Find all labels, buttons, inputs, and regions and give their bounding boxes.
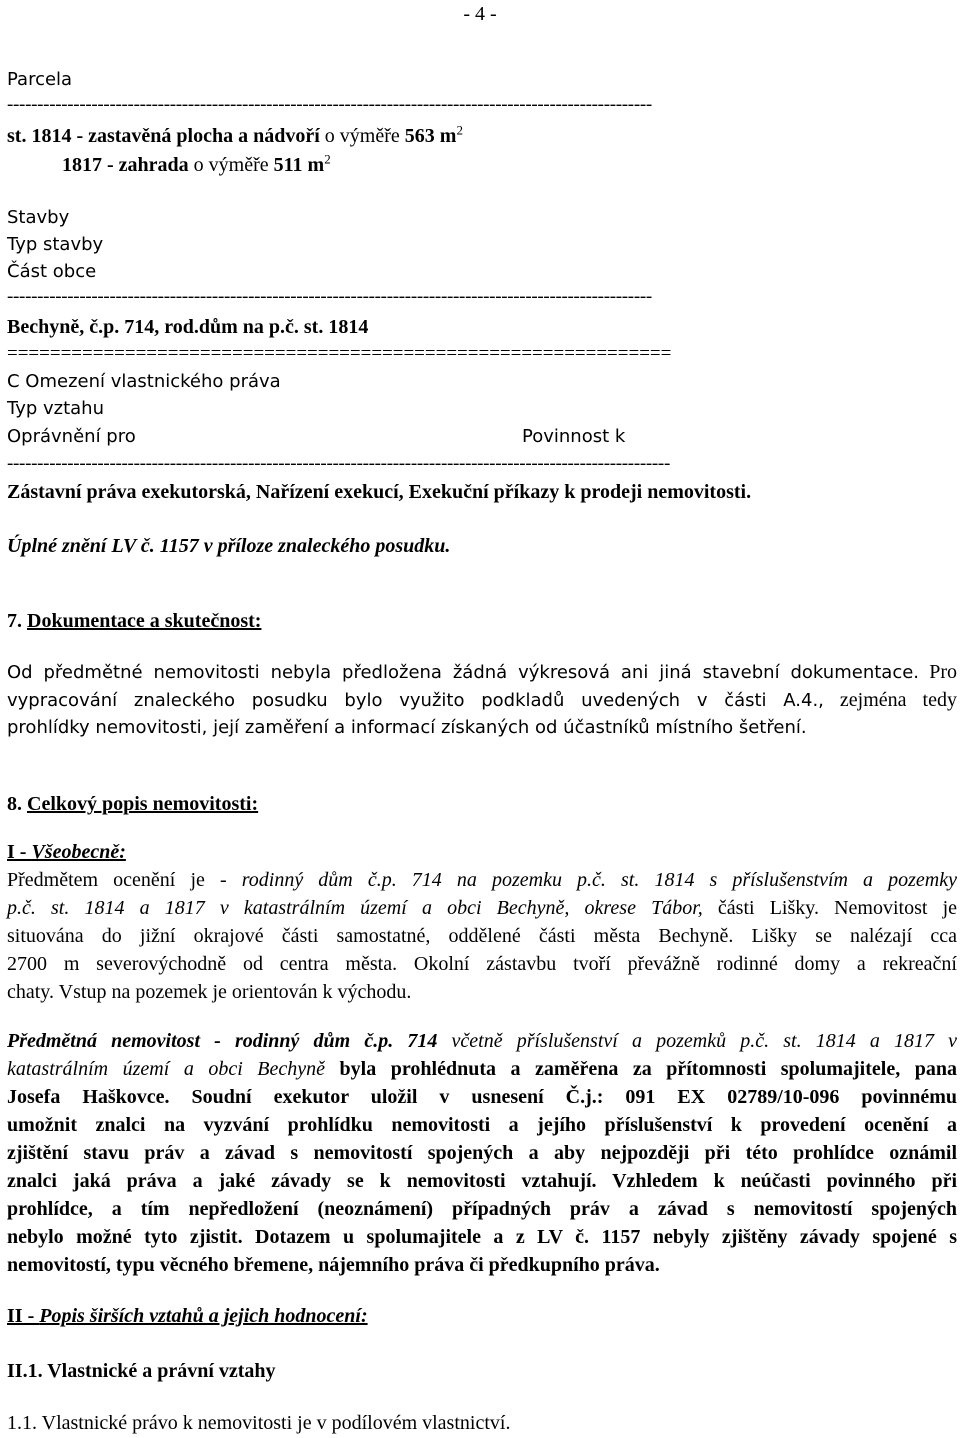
omezeni-opravneni-pro: Oprávnění pro [7,426,136,447]
vseobecne-text: chaty. [7,981,55,1003]
page-number: - 4 - [463,3,497,25]
vseobecne-line-5 [7,980,411,1004]
omezeni-value [7,480,751,504]
vseobecne-italic: p.č. st. 1814 a 1817 v katastrálním území a obci Bechyně, okrese Tábor, [7,897,703,919]
bold-para-line-8 [7,1225,957,1249]
stavby-value [7,315,368,339]
bold-para-bold: zjištění stavu práv a závad s nemovitostí spojených a aby nejpozději při této prohlídce oznámil [7,1142,957,1164]
bold-para-line-5 [7,1141,957,1165]
stavby-double-separator: ============================================================== [7,343,672,364]
vseobecne-text: Nemovitost je [818,897,957,919]
section-7-line-3: prohlídky nemovitosti, její zaměření a informací získaných od účastníků místního šetření. [7,717,807,738]
bold-para-bold: znalci jaká práva a jaké závady se k nemovitosti vztahují. Vzhledem k neúčasti povinného při [7,1170,957,1192]
stavby-cast-obce: Část obce [7,261,97,282]
bold-para-bold: Josefa Haškovce. Soudní exekutor uložil v usnesení Č.j.: 091 EX 02789/10-096 povinnému [7,1086,957,1108]
parcela-area-1: 563 m [404,125,457,147]
subheading-title: Všeobecně: [31,841,126,863]
section-7-text: zejména tedy [823,689,957,711]
section-7-line-1 [7,660,957,685]
vseobecne-text: situována do jižní okrajové části samostatné, oddělené části města Bechyně. [7,925,734,947]
bold-para-line-3 [7,1085,957,1109]
section-8-subheading [7,840,126,864]
omezeni-separator: -------------------------------------------------------------------------------------------------------------- [7,453,670,474]
stavby-typ: Typ stavby [7,234,104,255]
parcela-text: o výměře [188,154,274,176]
subheading-number: I - [7,841,32,863]
vseobecne-text: Lišky se nalézají cca [733,925,957,947]
parcela-line-2 [62,153,331,177]
section-ii-1-title: II.1. Vlastnické a právní vztahy [7,1360,276,1382]
parcela-text: o výměře [319,125,405,147]
bold-para-italic: katastrálním území a obci Bechyně [7,1058,326,1080]
bold-para-bold: byla prohlédnuta a zaměřena za přítomnosti spolumajitele, pana [325,1058,957,1080]
parcela-line-1 [7,124,463,148]
superscript: 2 [456,122,463,138]
omezeni-value-text: Zástavní práva exekutorská, Nařízení exekucí, Exekuční příkazy k prodeji nemovitosti. [7,481,752,503]
section-ii-1-1: 1.1. Vlastnické právo k nemovitosti je v podílovém vlastnictví. [7,1412,511,1434]
parcela-1817-label: 1817 - zahrada [62,154,189,176]
vseobecne-line-1 [7,868,957,892]
bold-para-line-6 [7,1169,957,1193]
vseobecne-text: Okolní zástavbu tvoří převážně rodinné domy a rekreační [397,953,957,975]
section-8-number: 8. [7,793,27,815]
section-8-heading [7,792,258,816]
vseobecne-line-2 [7,896,957,920]
bold-para-bold: nemovitostí, typu věcného břemene, nájemního práva či předkupního práva. [7,1254,660,1276]
omezeni-typ-vztahu: Typ vztahu [7,398,104,419]
section-7-number: 7. [7,610,27,632]
parcela-heading: Parcela [7,69,73,90]
vseobecne-text: Předmětem ocenění je - [7,869,242,891]
section-7-heading [7,609,261,633]
vseobecne-line-4 [7,952,957,976]
stavby-separator: ----------------------------------------------------------------------------------------------------------- [7,286,652,307]
bold-para-bold: prohlídce, a tím nepředložení (neoznámení) případných práv a závad s nemovitostí spojených [7,1198,957,1220]
stavby-heading: Stavby [7,207,70,228]
bold-para-bold: nebylo možné tyto zjistit. Dotazem u spolumajitele a z LV č. 1157 nebyly zjištěny závady spojené s [7,1226,957,1248]
parcela-area-2: 511 m [273,154,325,176]
bold-para-line-1 [7,1029,957,1053]
stavby-value-text: Bechyně, č.p. 714, rod.dům na p.č. st. 1814 [7,316,369,338]
vseobecne-italic: rodinný dům č.p. 714 na pozemku p.č. st. 1814 s příslušenstvím a pozemky [241,869,957,891]
uplne-zneni-note [7,534,450,558]
vseobecne-line-3 [7,924,957,948]
section-ii-title: Popis širších vztahů a jejich hodnocení: [39,1305,368,1327]
section-ii-1 [7,1359,276,1383]
bold-para-bold: umožnit znalci na vyzvání prohlídku nemovitosti a jejího příslušenství k provedení ocenění a [7,1114,957,1136]
parcela-separator: ----------------------------------------------------------------------------------------------------------- [7,94,652,115]
bold-para-line-4 [7,1113,957,1137]
omezeni-povinnost-k: Povinnost k [522,426,626,447]
bold-para-italic: Předmětná nemovitost - rodinný dům č.p. 714 [7,1030,452,1052]
uplne-zneni-text: Úplné znění LV č. 1157 v příloze znaleckého posudku. [7,535,451,557]
section-7-line-2 [7,688,957,713]
omezeni-heading: C Omezení vlastnického práva [7,371,281,392]
superscript: 2 [324,151,331,167]
bold-para-italic: včetně příslušenství a pozemků p.č. st. 1814 a 1817 v [451,1030,957,1052]
parcela-1814-label: st. 1814 - zastavěná plocha a nádvoří [7,125,320,147]
section-ii-number: II - [7,1305,40,1327]
section-7-text: vypracování znaleckého posudku bylo využito podkladů uvedených v části A.4., [7,690,824,711]
vseobecne-text: 2700 m severovýchodně od centra města. [7,953,398,975]
section-ii-heading [7,1304,368,1328]
section-7-title: Dokumentace a skutečnost: [27,610,262,632]
vseobecne-text: části Lišky. [702,897,819,919]
bold-para-line-7 [7,1197,957,1221]
bold-para-line-9 [7,1253,660,1277]
section-7-text: Od předmětné nemovitosti nebyla předložena žádná výkresová ani jiná stavební dokumentace. [7,662,920,683]
section-8-title: Celkový popis nemovitosti: [27,793,259,815]
bold-para-line-2 [7,1057,957,1081]
section-7-text: Pro [919,661,957,683]
vseobecne-text: Vstup na pozemek je orientován k východu. [54,981,412,1003]
